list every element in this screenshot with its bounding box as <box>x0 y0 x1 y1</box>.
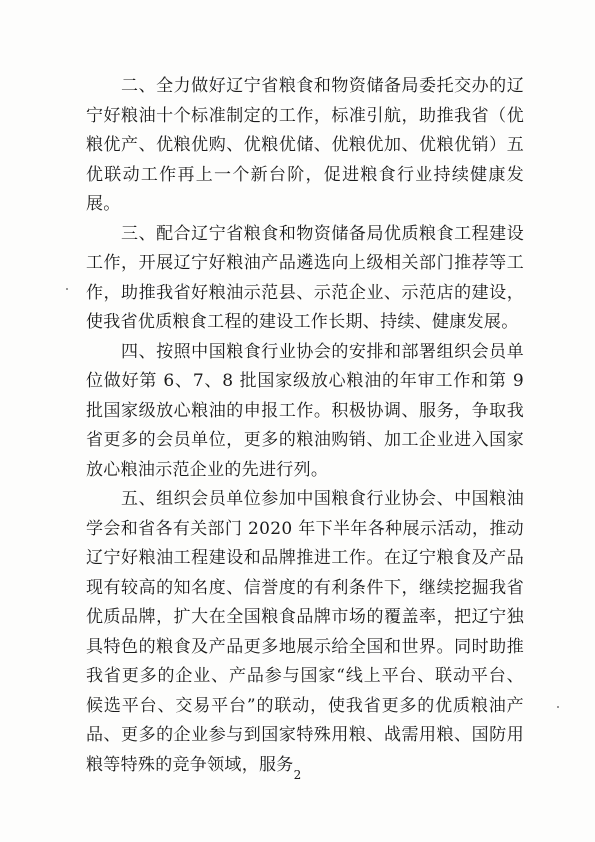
scan-speck <box>66 288 68 290</box>
paragraph-5: 五、组织会员单位参加中国粮食行业协会、中国粮油学会和省各有关部门 2020 年下半年各种展示活动，推动辽宁好粮油工程建设和品牌推进工作。在辽宁粮食及产品现有较高的知名度、信誉度的有利条件下，继续挖掘我省优质品牌，扩大在全国粮食品牌市场的覆盖率，把辽宁独具特色的粮食及产品更多地展示给全国和世界。同时助推我省更多的企业、产品参与国家“线上平台、联动平台、候选平台、交易平台”的联动，使我省更多的优质粮油产品、更多的企业参与到国家特殊用粮、战需用粮、国防用粮等特殊的竞争领域，服务 <box>86 489 524 775</box>
document-body <box>86 72 524 780</box>
scan-speck <box>557 706 559 708</box>
paragraph-4: 四、按照中国粮食行业协会的安排和部署组织会员单位做好第 6、7、8 批国家级放心粮油的年审工作和第 9 批国家级放心粮油的申报工作。积极协调、服务，争取我省更多的会员单位，更多的粮油购销、加工企业进入国家放心粮油示范企业的先进行列。 <box>86 341 524 480</box>
paragraph-2: 二、全力做好辽宁省粮食和物资储备局委托交办的辽宁好粮油十个标准制定的工作，标准引航，助推我省（优粮优产、优粮优购、优粮优储、优粮优加、优粮优销）五优联动工作再上一个新台阶，促进粮食行业持续健康发展。 <box>86 76 524 214</box>
paragraph-3: 三、配合辽宁省粮食和物资储备局优质粮食工程建设工作，开展辽宁好粮油产品遴选向上级相关部门推荐等工作，助推我省好粮油示范县、示范企业、示范店的建设，使我省优质粮食工程的建设工作长期、持续、健康发展。 <box>86 223 524 332</box>
page-number: 2 <box>293 768 302 782</box>
